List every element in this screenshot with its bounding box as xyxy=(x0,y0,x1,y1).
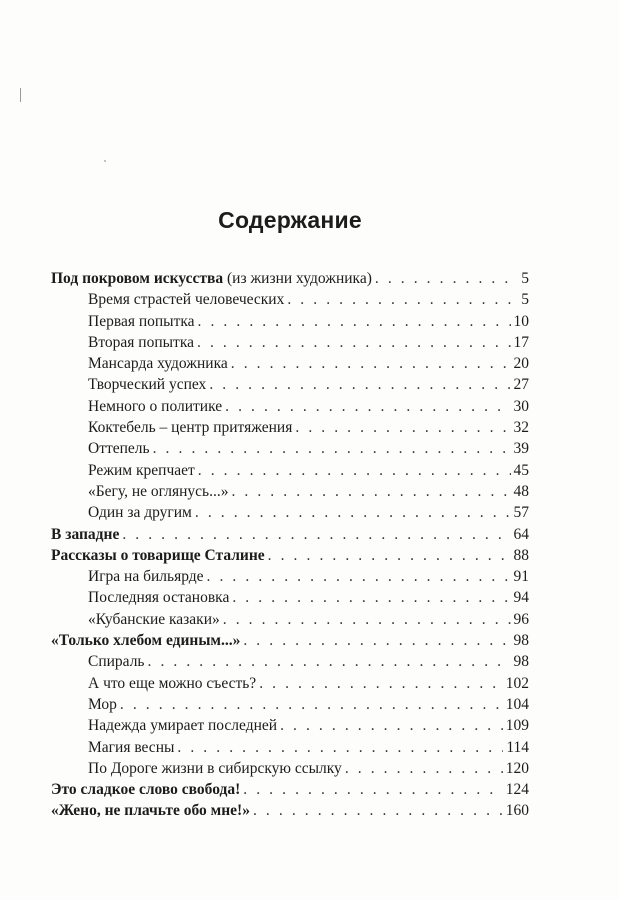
toc-subentry[interactable] xyxy=(51,502,529,523)
toc-page-number: 94 xyxy=(513,589,529,607)
toc-page-number: 102 xyxy=(505,674,529,692)
toc-entry-text: Один за другим xyxy=(88,504,192,522)
toc-entry-title xyxy=(51,268,372,289)
toc-entry-text: «Кубанские казаки» xyxy=(88,610,220,628)
toc-leader-dots xyxy=(243,630,510,651)
toc-entry-text: Первая попытка xyxy=(88,312,195,330)
toc-subentry[interactable] xyxy=(51,651,529,672)
toc-page-number: 120 xyxy=(505,759,529,777)
toc-entry-bold-title: Рассказы о товарище Сталине xyxy=(51,546,265,564)
toc-leader-dots xyxy=(268,545,511,566)
toc-entry[interactable] xyxy=(51,268,529,289)
toc-entry[interactable] xyxy=(51,524,529,545)
toc-subentry[interactable] xyxy=(51,694,529,715)
toc-entry-text: Спираль xyxy=(88,653,145,671)
toc-subentry[interactable] xyxy=(51,438,529,459)
toc-entry-title xyxy=(88,289,284,310)
toc-subentry[interactable] xyxy=(51,481,529,502)
toc-page-number: 30 xyxy=(513,397,529,415)
toc-entry-title xyxy=(88,715,277,736)
toc-subentry[interactable] xyxy=(51,353,529,374)
toc-entry-title xyxy=(88,438,150,459)
toc-entry-title xyxy=(88,396,222,417)
toc-entry-text: Коктебель – центр притяжения xyxy=(88,419,293,437)
toc-page-number: 109 xyxy=(505,717,529,735)
toc-entry-title xyxy=(88,481,228,502)
scan-dot xyxy=(104,160,106,162)
toc-page-number: 32 xyxy=(513,419,529,437)
toc-page-number: 124 xyxy=(505,781,529,799)
toc-entry-text: Творческий успех xyxy=(88,376,207,394)
toc-leader-dots xyxy=(195,502,511,523)
toc-entry-text: Режим крепчает xyxy=(88,461,195,479)
toc-leader-dots xyxy=(375,268,518,289)
table-of-contents xyxy=(51,268,529,822)
toc-entry-title xyxy=(88,374,206,395)
toc-leader-dots xyxy=(345,758,503,779)
toc-entry-title xyxy=(88,417,292,438)
toc-entry-title xyxy=(88,737,174,758)
toc-leader-dots xyxy=(207,566,511,587)
toc-entry-text: Надежда умирает последней xyxy=(88,717,278,735)
toc-subentry[interactable] xyxy=(51,758,529,779)
toc-leader-dots xyxy=(153,438,511,459)
toc-leader-dots xyxy=(197,332,511,353)
toc-entry-title xyxy=(51,630,240,651)
toc-entry-title xyxy=(88,694,117,715)
toc-page-number: 91 xyxy=(513,568,529,586)
toc-page-number: 160 xyxy=(505,802,529,820)
toc-page-number: 45 xyxy=(513,461,529,479)
toc-subentry[interactable] xyxy=(51,417,529,438)
toc-entry-title xyxy=(88,566,204,587)
toc-entry-title xyxy=(88,353,228,374)
toc-entry-text: Мансарда художника xyxy=(88,355,228,373)
toc-page-number: 17 xyxy=(513,333,529,351)
toc-entry-text: (из жизни художника) xyxy=(223,270,372,287)
toc-page-number: 57 xyxy=(513,504,529,522)
toc-leader-dots xyxy=(148,651,511,672)
toc-leader-dots xyxy=(231,353,511,374)
toc-leader-dots xyxy=(253,800,503,821)
page-title: Содержание xyxy=(218,207,362,233)
scan-mark xyxy=(20,88,21,102)
toc-entry-title xyxy=(88,758,342,779)
toc-entry-title xyxy=(88,332,194,353)
toc-entry-title xyxy=(88,673,256,694)
toc-page-number: 20 xyxy=(513,355,529,373)
toc-subentry[interactable] xyxy=(51,566,529,587)
toc-page-number: 5 xyxy=(521,270,529,287)
toc-page-number: 5 xyxy=(521,291,529,309)
toc-entry-bold-title: «Жено, не плачьте обо мне!» xyxy=(51,802,250,820)
toc-subentry[interactable] xyxy=(51,737,529,758)
toc-page-number: 98 xyxy=(513,653,529,671)
toc-leader-dots xyxy=(177,737,503,758)
toc-entry-text: По Дороге жизни в сибирскую ссылку xyxy=(88,759,342,777)
toc-entry-title xyxy=(88,311,195,332)
toc-entry-title xyxy=(51,800,250,821)
toc-entry-text: Последняя остановка xyxy=(88,589,230,607)
toc-entry[interactable] xyxy=(51,800,529,821)
toc-leader-dots xyxy=(231,481,510,502)
toc-entry-title xyxy=(51,545,265,566)
toc-subentry[interactable] xyxy=(51,715,529,736)
toc-page-number: 27 xyxy=(513,376,529,394)
toc-entry-title xyxy=(88,460,195,481)
toc-entry-title xyxy=(88,609,220,630)
toc-entry-title xyxy=(51,779,240,800)
toc-entry-title xyxy=(88,502,192,523)
toc-leader-dots xyxy=(209,374,510,395)
toc-leader-dots xyxy=(259,673,503,694)
toc-leader-dots xyxy=(243,779,502,800)
toc-entry-text: «Бегу, не оглянусь...» xyxy=(88,482,229,500)
toc-subentry[interactable] xyxy=(51,460,529,481)
toc-entry-title xyxy=(88,651,145,672)
toc-entry-text: Немного о политике xyxy=(88,397,223,415)
toc-entry-title xyxy=(51,524,119,545)
toc-subentry[interactable] xyxy=(51,374,529,395)
toc-subentry[interactable] xyxy=(51,673,529,694)
toc-entry-text: А что еще можно съесть? xyxy=(88,674,257,692)
toc-leader-dots xyxy=(225,396,510,417)
toc-entry-bold-title: Под покровом искусства xyxy=(51,270,224,287)
toc-subentry[interactable] xyxy=(51,609,529,630)
toc-leader-dots xyxy=(122,524,510,545)
toc-leader-dots xyxy=(120,694,503,715)
toc-leader-dots xyxy=(232,587,510,608)
toc-entry[interactable] xyxy=(51,779,529,800)
toc-entry-bold-title: В западне xyxy=(51,525,120,543)
toc-page-number: 48 xyxy=(513,482,529,500)
toc-entry[interactable] xyxy=(51,630,529,651)
toc-leader-dots xyxy=(198,311,511,332)
toc-page-number: 98 xyxy=(513,632,529,650)
toc-entry-bold-title: «Только хлебом единым...» xyxy=(51,632,241,650)
toc-page-number: 88 xyxy=(513,546,529,564)
toc-entry-bold-title: Это сладкое слово свобода! xyxy=(51,781,241,799)
toc-entry-text: Игра на бильярде xyxy=(88,568,204,586)
toc-page-number: 10 xyxy=(513,312,529,330)
toc-subentry[interactable] xyxy=(51,332,529,353)
toc-page-number: 104 xyxy=(505,695,529,713)
toc-entry-text: Мор xyxy=(88,695,117,713)
toc-subentry[interactable] xyxy=(51,587,529,608)
toc-entry-text: Время страстей человеческих xyxy=(88,291,285,309)
toc-leader-dots xyxy=(223,609,511,630)
toc-leader-dots xyxy=(280,715,503,736)
toc-leader-dots xyxy=(198,460,511,481)
toc-page-number: 96 xyxy=(513,610,529,628)
toc-entry-text: Вторая попытка xyxy=(88,333,194,351)
toc-page-number: 39 xyxy=(513,440,529,458)
toc-entry-text: Магия весны xyxy=(88,738,175,756)
toc-entry[interactable] xyxy=(51,545,529,566)
toc-leader-dots xyxy=(295,417,510,438)
toc-leader-dots xyxy=(287,289,518,310)
toc-page-number: 64 xyxy=(513,525,529,543)
toc-entry-title xyxy=(88,587,229,608)
toc-subentry[interactable] xyxy=(51,396,529,417)
toc-subentry[interactable] xyxy=(51,311,529,332)
toc-page-number: 114 xyxy=(506,738,529,756)
toc-subentry[interactable] xyxy=(51,289,529,310)
toc-entry-text: Оттепель xyxy=(88,440,150,458)
